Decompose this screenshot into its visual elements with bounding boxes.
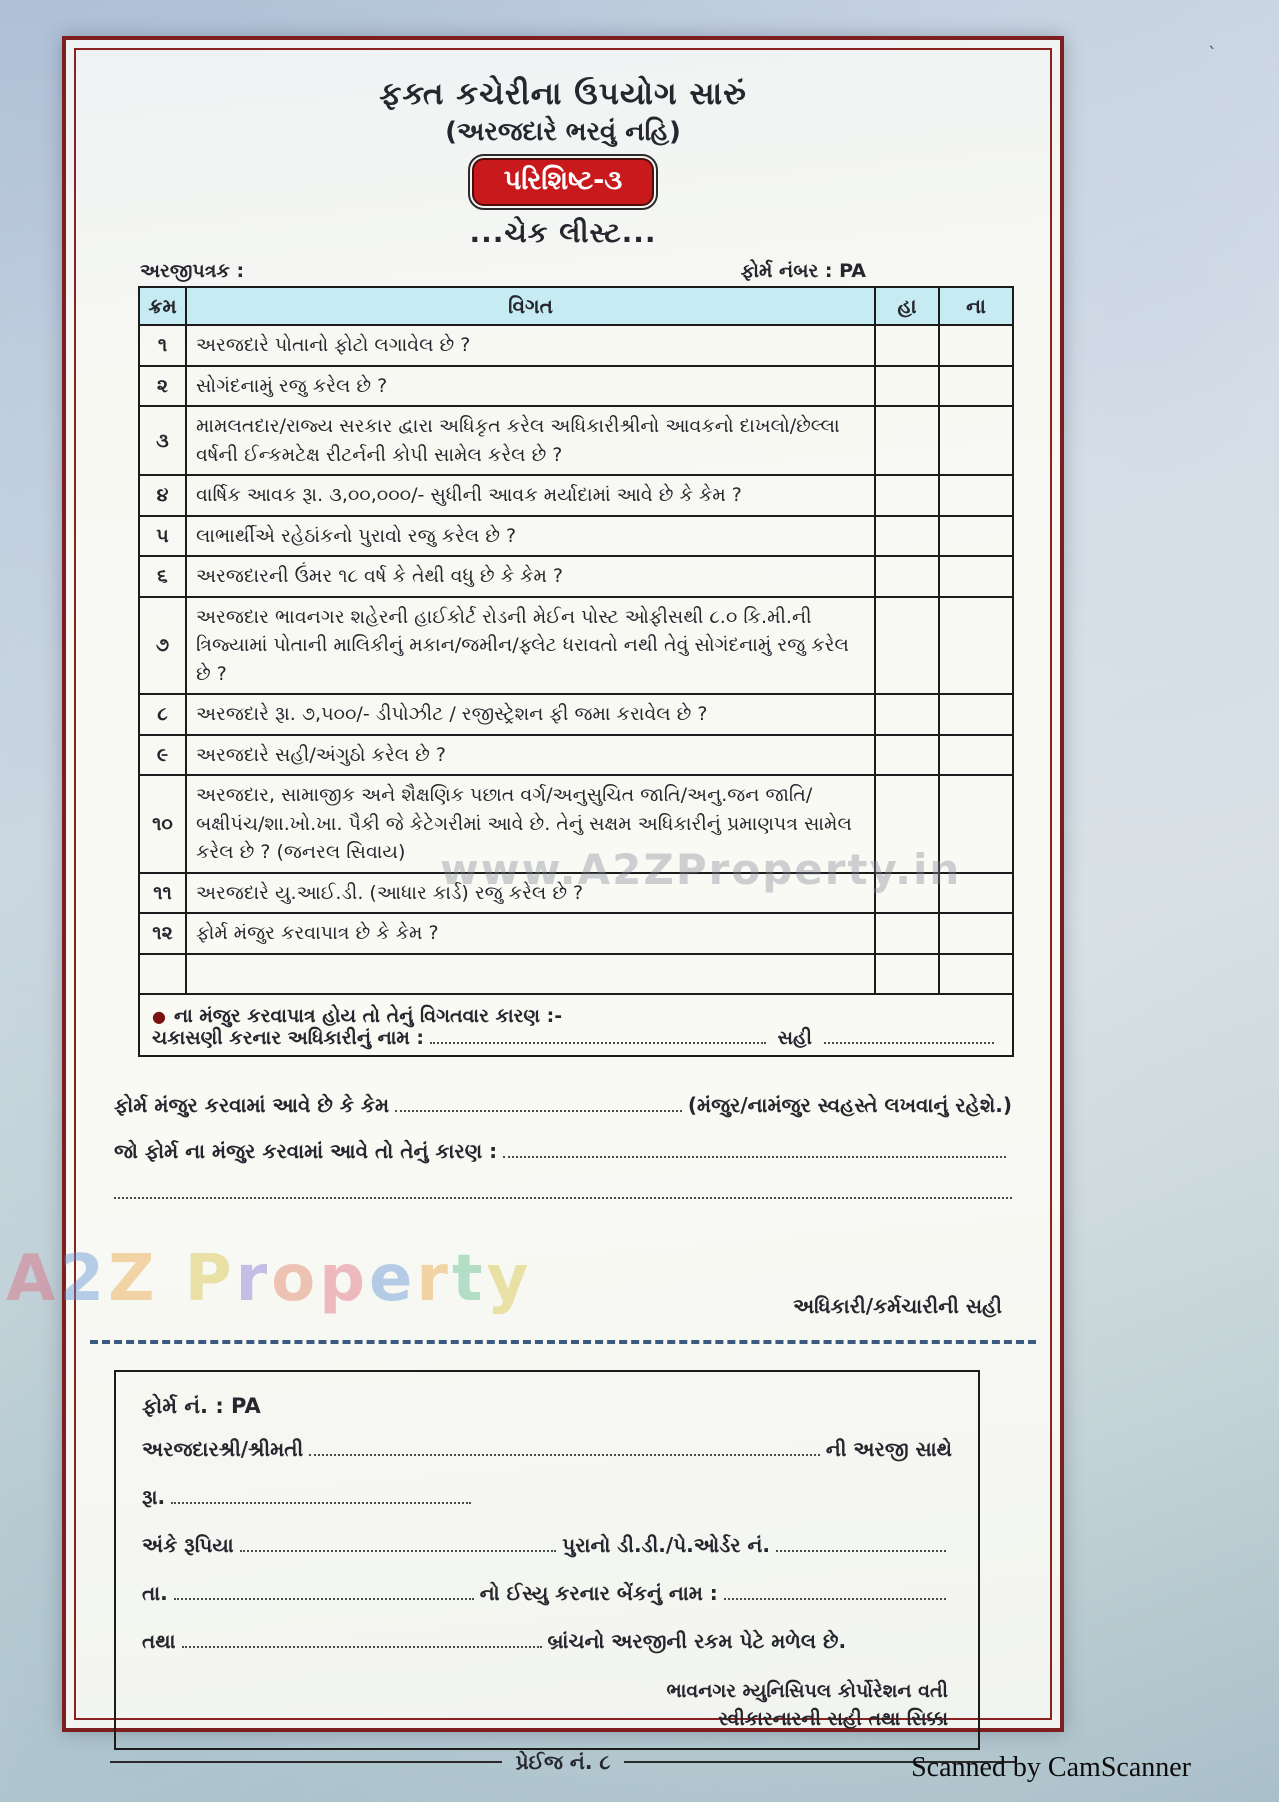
rejection-fill [503,1156,1006,1158]
watermark-letter: o [271,1242,320,1316]
watermark-letter: p [319,1242,369,1316]
yes-cell [875,775,939,873]
footer-rule-left [110,1761,502,1763]
verifier-name-fill [430,1042,766,1044]
empty-cell [875,954,939,994]
amount-fill [171,1502,471,1504]
checklist-row [139,735,1013,776]
checklist-table [138,286,1014,995]
amount-line [142,1485,952,1509]
yes-cell [875,873,939,914]
column-header-yes: હા [875,287,939,325]
applicant-name-line [142,1437,952,1461]
checklist-row [139,597,1013,695]
row-detail-cell: અરજદાર, સામાજીક અને શૈક્ષણિક પછાત વર્ગ/અનુસુચિત જાતિ/અનુ.જન જાતિ/બક્ષીપંચ/શા.ખો.ખા. પૈકી જે કેટેગરીમાં આવે છે. તેનું સક્ષમ અધિકારીનું પ્રમાણપત્ર સામેલ કરેલ છે ? (જનરલ સિવાય) [186,775,875,873]
column-header-na: ના [939,287,1013,325]
date-label: તા. [142,1580,168,1605]
yes-cell [875,516,939,557]
not-for-applicant-note: (અરજદારે ભરવું નહિ) [445,117,681,147]
rejection-reason-line [152,1005,1000,1027]
dd-order-fill [776,1550,946,1552]
yes-cell [875,406,939,475]
page-number-footer [110,1750,1016,1774]
yes-cell [875,475,939,516]
yes-cell [875,913,939,954]
column-header-no: ક્રમ [139,287,186,325]
watermark-letter: A [6,1242,60,1316]
watermark-letter: r [235,1242,272,1316]
watermark-url: www.A2ZProperty.in [440,845,962,894]
column-header-detail: વિગત [186,287,875,325]
row-number-cell: ૧૦ [139,775,186,873]
page-number-label: પ્રેઈજ નં. ૮ [515,1749,611,1774]
checklist-row [139,366,1013,407]
row-detail-cell: વાર્ષિક આવક રૂા. ૩,૦૦,૦૦૦/- સુધીની આવક મર્યાદામાં આવે છે કે કેમ ? [186,475,875,516]
branch-fill [182,1646,542,1648]
application-form-label: અરજીપત્રક : [140,260,245,282]
na-cell [939,913,1013,954]
na-cell [939,556,1013,597]
page-inner-border [74,48,1052,1774]
officer-signature-label: અધિકારી/કર્મચારીની સહી [793,1293,1002,1318]
na-cell [939,475,1013,516]
applicant-suffix: ની અરજી સાથે [825,1436,952,1461]
row-number-cell: ૧૧ [139,873,186,914]
checklist-row [139,913,1013,954]
row-detail-cell: લાભાર્થીએ રહેઠાંકનો પુરાવો રજુ કરેલ છે ? [186,516,875,557]
row-detail-cell: મામલતદાર/રાજ્ય સરકાર દ્વારા અધિકૃત કરેલ અધિકારીશ્રીનો આવકનો દાખલો/છેલ્લા વર્ષની ઈન્કમટેક્ષ રીટર્નની કોપી સામેલ કરેલ છે ? [186,406,875,475]
row-detail-cell: સોગંદનામું રજુ કરેલ છે ? [186,366,875,407]
corporation-signature-block [142,1677,948,1734]
appendix-badge: પરિશિષ્ટ-૩ [472,158,655,206]
row-number-cell: ૬ [139,556,186,597]
row-number-cell: ૮ [139,694,186,735]
approval-fill [395,1110,682,1112]
na-cell [939,516,1013,557]
row-detail-cell: ફોર્મ મંજુર કરવાપાત્ર છે કે કેમ ? [186,913,875,954]
empty-cell [939,954,1013,994]
amount-words-fill [240,1550,557,1552]
office-use-heading: ફક્ત કચેરીના ઉપયોગ સારું [379,76,747,112]
na-cell [939,597,1013,695]
receiver-sign-stamp: સ્વીકારનારની સહી તથા સિક્કા [718,1708,948,1730]
date-fill [174,1598,474,1600]
rejection-label: જો ફોર્મ ના મંજુર કરવામાં આવે તો તેનું કારણ : [114,1138,498,1163]
tear-off-divider [90,1340,1036,1344]
row-number-cell: ૭ [139,597,186,695]
watermark-letter: 2 [59,1242,109,1316]
na-cell [939,873,1013,914]
approval-hand-note: (મંજુર/નામંજુર સ્વહસ્તે લખવાનું રહેશે.) [687,1092,1012,1117]
receipt-form-number: ફોર્મ નં. : PA [142,1393,261,1418]
amount-words-line [142,1533,952,1557]
scan-artifact-speck: ` [1208,44,1217,65]
row-detail-cell: અરજદાર ભાવનગર શહેરની હાઈકોર્ટ રોડની મેઈન પોસ્ટ ઓફીસથી ૮.૦ કિ.મી.ની ત્રિજ્યામાં પોતાની માલિકીનું મકાન/જમીન/ફ્લેટ ધરાવતો નથી તેવું સોગંદનામું રજુ કરેલ છે ? [186,597,875,695]
approval-line [114,1093,1012,1117]
row-detail-cell: અરજદારે સહી/અંગુઠો કરેલ છે ? [186,735,875,776]
dd-order-label: પુરાનો ડી.ડી./પે.ઓર્ડર નં. [562,1532,770,1557]
row-detail-cell: અરજદારે યુ.આઈ.ડી. (આધાર કાર્ડ) રજુ કરેલ છે ? [186,873,875,914]
row-detail-cell: અરજદારે રૂા. ૭,૫૦૦/- ડીપોઝીટ / રજીસ્ટ્રેશન ફી જમા કરાવેલ છે ? [186,694,875,735]
row-detail-cell: અરજદારે પોતાનો ફોટો લગાવેલ છે ? [186,325,875,366]
na-cell [939,735,1013,776]
na-cell [939,775,1013,873]
checklist-row [139,406,1013,475]
document-page [59,36,1064,1774]
watermark-letter: e [369,1242,417,1316]
rejection-line [114,1139,1012,1163]
yes-cell [875,735,939,776]
checklist-row [139,873,1013,914]
checklist-row [139,775,1013,873]
na-cell [939,694,1013,735]
row-number-cell: ૪ [139,475,186,516]
pre-table-labels [140,260,1016,282]
receipt-box [114,1370,980,1750]
amount-words-label: અંકે રૂપિયા [142,1532,234,1557]
rejection-reason-label: ના મંજુર કરવાપાત્ર હોય તો તેનું વિગતવાર કારણ :- [173,1004,563,1027]
branch-label: તથા [142,1628,176,1653]
checklist-row [139,516,1013,557]
yes-cell [875,597,939,695]
empty-cell [139,954,186,994]
na-cell [939,406,1013,475]
checklist-row [139,475,1013,516]
verifier-line [152,1027,1000,1049]
verifier-sign-fill [824,1042,994,1044]
row-number-cell: ૧ [139,325,186,366]
watermark-letter: P [184,1242,236,1316]
scanner-credit: Scanned by CamScanner [911,1752,1191,1783]
yes-cell [875,556,939,597]
rejection-reason-box [138,993,1014,1057]
watermark-letter: r [416,1242,452,1316]
bullet-icon: ● [152,1006,166,1026]
empty-row [139,954,1013,994]
form-number-label: ફોર્મ નંબર : PA [740,260,866,282]
verifier-sign-label: સહી [777,1026,812,1049]
approval-section [114,1093,1012,1318]
corporation-name: ભાવનગર મ્યુનિસિપલ કોર્પોરેશન વતી [666,1679,948,1702]
row-number-cell: ૫ [139,516,186,557]
approval-label: ફોર્મ મંજુર કરવામાં આવે છે કે કેમ [114,1092,390,1117]
issuing-bank-label: નો ઈસ્યુ કરનાર બેંકનું નામ : [479,1580,718,1605]
row-number-cell: ૩ [139,406,186,475]
row-number-cell: ૧૨ [139,913,186,954]
row-detail-cell: અરજદારની ઉંમર ૧૮ વર્ષ કે તેથી વધુ છે કે કેમ ? [186,556,875,597]
continuation-dotted-line [114,1185,1012,1199]
applicant-name-fill [309,1454,820,1456]
empty-cell [186,954,875,994]
watermark-letter: y [486,1242,533,1316]
bank-name-fill [724,1598,946,1600]
checklist-row [139,325,1013,366]
yes-cell [875,694,939,735]
branch-line [142,1629,952,1653]
row-number-cell: ૯ [139,735,186,776]
rupees-label: રૂા. [142,1484,166,1509]
checklist-body [139,325,1013,994]
applicant-label: અરજદારશ્રી/શ્રીમતી [142,1436,304,1461]
watermark-letter: t [451,1242,487,1316]
na-cell [939,325,1013,366]
na-cell [939,366,1013,407]
date-bank-line [142,1581,952,1605]
branch-suffix: બ્રાંચનો અરજીની રકમ પેટે મળેલ છે. [547,1628,847,1653]
checklist-header-row [139,287,1013,325]
appendix-badge-wrap [110,158,1016,206]
checklist-row [139,694,1013,735]
verifier-name-label: ચકાસણી કરનાર અધિકારીનું નામ : [152,1026,425,1049]
watermark-letter: Z [108,1242,159,1316]
checklist-title: ...ચેક લીસ્ટ... [469,216,657,249]
yes-cell [875,325,939,366]
yes-cell [875,366,939,407]
checklist-row [139,556,1013,597]
row-number-cell: ૨ [139,366,186,407]
